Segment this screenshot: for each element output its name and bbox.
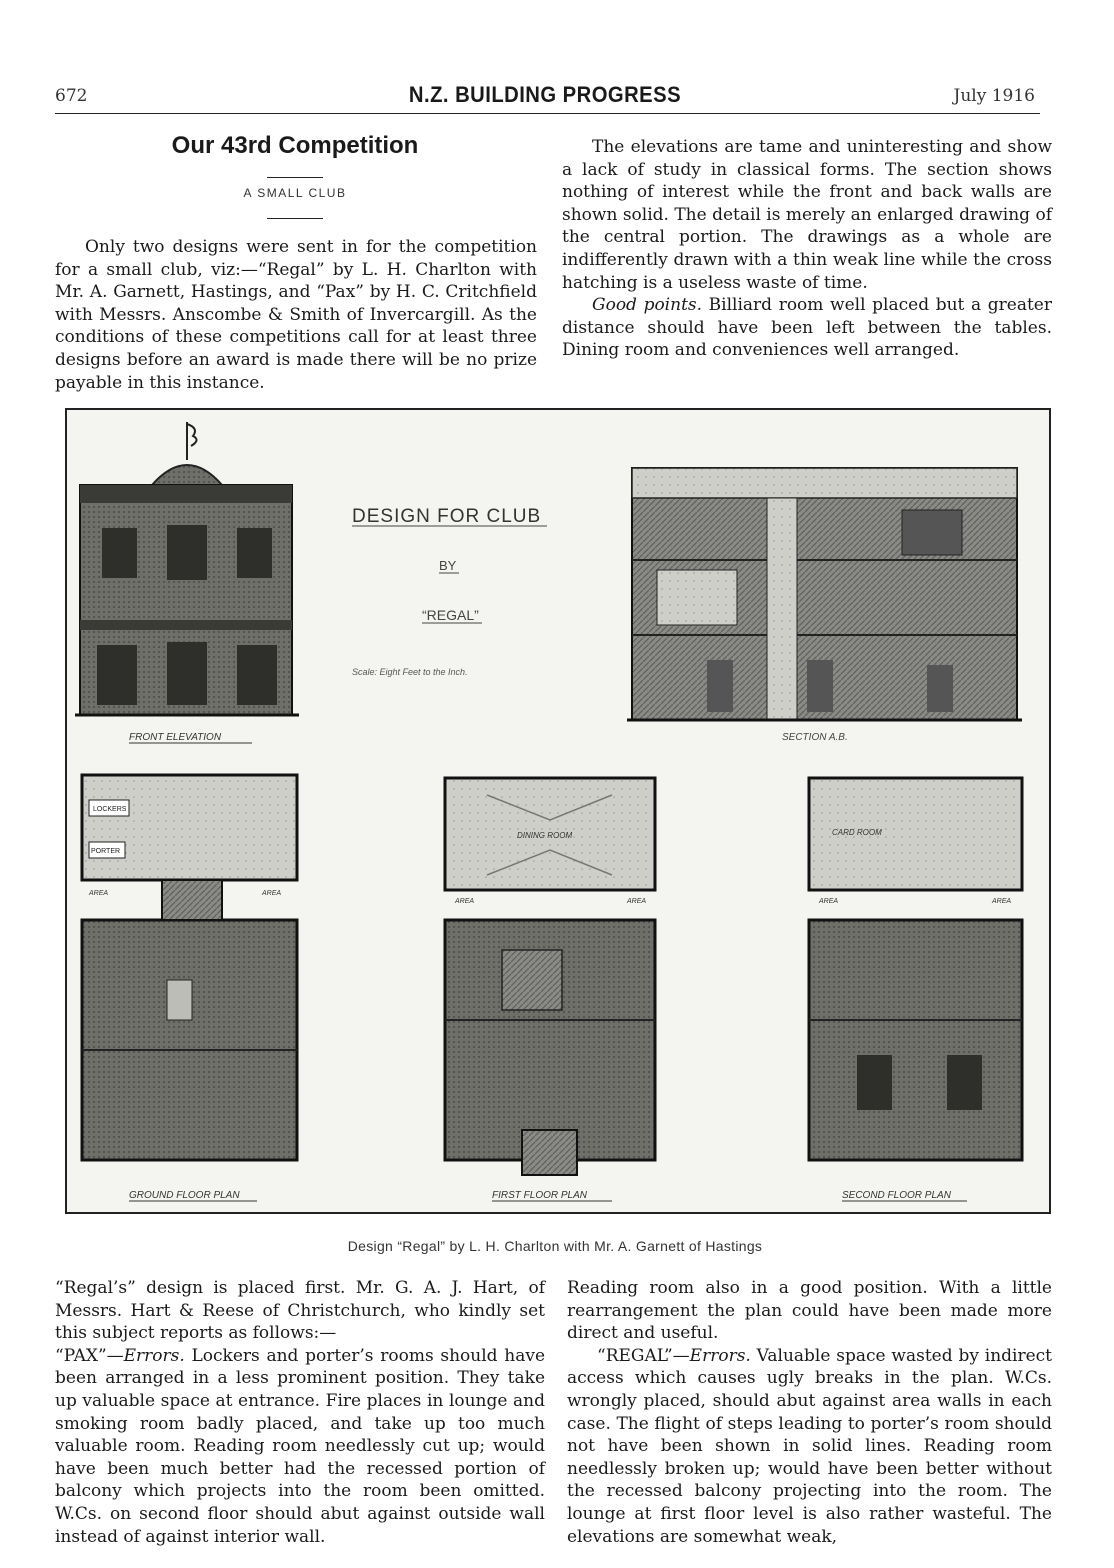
front-elevation-drawing [75, 422, 299, 743]
regal-label: “REGAL” [597, 1345, 673, 1366]
drawing-scale: Scale: Eight Feet to the Inch. [352, 667, 468, 677]
drawing-author: “REGAL” [422, 607, 479, 623]
regals-placed-paragraph: “Regal’s” design is placed first. Mr. G. A. J. Hart, of Messrs. Hart & Reese of Christchurch, who kindly set this subject reports as follows:— [55, 1278, 545, 1344]
second-floor-plan [809, 778, 1022, 1201]
drawing-title: DESIGN FOR CLUB [352, 506, 542, 527]
running-header [55, 82, 1035, 112]
second-area-label-left: AREA [819, 898, 839, 905]
regal-errors-text: Valuable space wasted by indirect access which causes ugly breaks in the plan. W.Cs. wrongly placed, should abut against area walls in each case. The flight of steps leading to porter’s room should not have been shown in solid lines. Reading room needlessly broken up; would have been better without the recessed balcony projecting into the room. The lounge at first floor level is also rather wasteful. The elevations are somewhat weak, [567, 1345, 1053, 1547]
second-area-label-right: AREA [992, 898, 1012, 905]
article-subtitle: A SMALL CLUB [243, 186, 347, 200]
elevations-paragraph: The elevations are tame and uninteresting and show a lack of study in classical forms. The section shows nothing of interest while the front and back walls are shown solid. The detail is merely an enlarged drawing of the central portion. The drawings as a whole are indifferently drawn with a thin weak line while the cross hatching is a useless waste of time. [562, 137, 1052, 293]
good-points-text: Billiard room well placed but a greater distance should have been left between the tables. Dining room and conveniences well arranged. [562, 295, 1052, 361]
ground-area-label-left: AREA [89, 890, 109, 897]
drawing-title-block [352, 506, 547, 677]
title-divider [267, 177, 323, 178]
regal-errors-label: —Errors. [672, 1345, 751, 1366]
header-rule [55, 113, 1040, 114]
second-floor-label: SECOND FLOOR PLAN [842, 1190, 951, 1201]
card-room-label: CARD ROOM [832, 828, 882, 837]
drawing-by: BY [439, 558, 457, 573]
publication-title: N.Z. BUILDING PROGRESS [408, 82, 682, 107]
first-area-label-right: AREA [627, 898, 647, 905]
front-elevation-label: FRONT ELEVATION [129, 732, 222, 743]
lower-right-column [567, 1277, 1052, 1548]
subtitle-divider [267, 218, 323, 219]
article-title: Our 43rd Competition [171, 132, 419, 159]
ground-floor-plan [82, 775, 297, 1201]
figure-caption: Design “Regal” by L. H. Charlton with Mr. A. Garnett of Hastings [347, 1238, 763, 1254]
page-number: 672 [55, 86, 88, 106]
pax-errors-text: Lockers and porter’s rooms should have been arranged in a less prominent position. They take up valuable space at entrance. Fire places in lounge and smoking room badly placed, and take up too much valuable room. Reading room needlessly cut up; would have been much better had the recessed portion of balcony which projects into the room been omitted. W.Cs. on second floor should abut against outside wall instead of against interior wall. [55, 1345, 546, 1547]
ground-floor-label: GROUND FLOOR PLAN [129, 1190, 240, 1201]
elevations-column [562, 136, 1052, 362]
intro-column [55, 236, 537, 394]
first-area-label-left: AREA [455, 898, 475, 905]
intro-paragraph: Only two designs were sent in for the competition for a small club, viz:—“Regal” by L. H. Charlton with Mr. A. Garnett, Hastings, and “Pax” by H. C. Critchfield with Messrs. Anscombe & Smith of Invercargill. As the conditions of these competitions call for at least three designs before an award is made there will be no prize payable in this instance. [55, 237, 537, 393]
issue-date: July 1916 [953, 86, 1035, 106]
good-points-label: Good points. [592, 295, 703, 316]
lower-left-column [55, 1277, 545, 1548]
ground-area-label-right: AREA [262, 890, 282, 897]
lockers-label: LOCKERS [93, 806, 127, 813]
pax-errors-label: —Errors. [106, 1345, 185, 1366]
porter-label: PORTER [91, 848, 121, 855]
section-drawing [627, 468, 1022, 743]
first-floor-label: FIRST FLOOR PLAN [492, 1190, 588, 1201]
pax-errors-paragraph [55, 1345, 545, 1548]
regal-errors-paragraph [567, 1345, 1052, 1548]
architectural-drawing [65, 408, 1051, 1214]
section-label: SECTION A.B. [782, 732, 848, 743]
first-floor-plan [445, 778, 655, 1201]
pax-label: “PAX” [55, 1345, 107, 1366]
dining-room-label: DINING ROOM [517, 831, 573, 840]
reading-room-paragraph: Reading room also in a good position. With a little rearrangement the plan could have been made more direct and useful. [567, 1278, 1052, 1344]
good-points-paragraph [562, 294, 1052, 362]
